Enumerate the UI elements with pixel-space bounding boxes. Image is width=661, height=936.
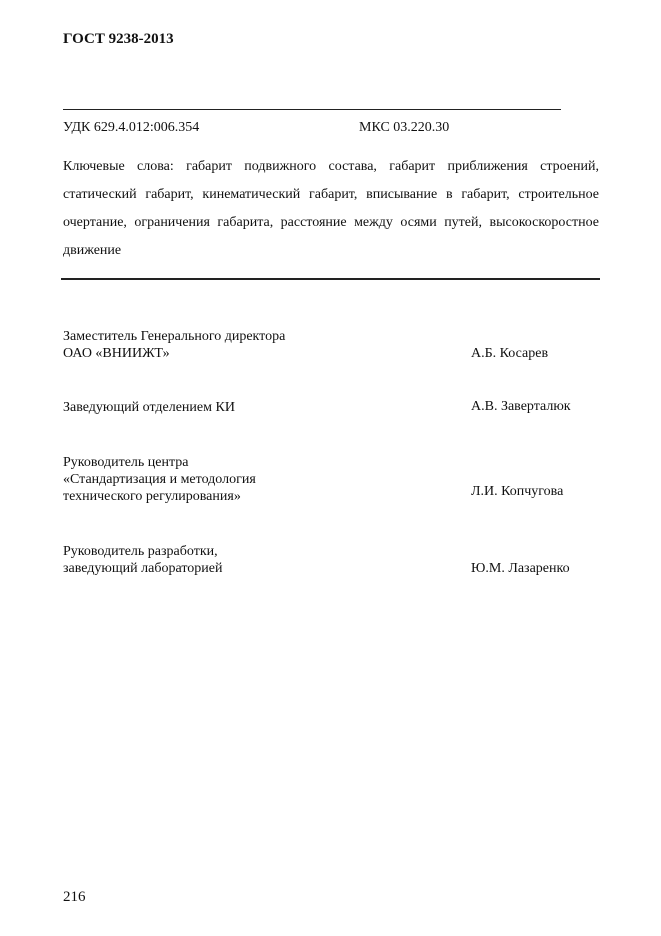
document-code-header: ГОСТ 9238-2013 bbox=[63, 31, 174, 47]
signature-role-line: технического регулирования» bbox=[63, 489, 241, 504]
signature-name-4: Ю.М. Лазаренко bbox=[471, 561, 570, 576]
page-number: 216 bbox=[63, 889, 86, 905]
signature-role-line: ОАО «ВНИИЖТ» bbox=[63, 346, 170, 361]
signature-name-3: Л.И. Копчугова bbox=[471, 484, 564, 499]
top-divider bbox=[63, 109, 561, 110]
signature-role-line: заведующий лабораторией bbox=[63, 561, 223, 576]
signature-role-line: Руководитель разработки, bbox=[63, 544, 218, 559]
bottom-divider bbox=[61, 278, 600, 280]
mks-code: МКС 03.220.30 bbox=[359, 120, 450, 135]
signature-name-1: А.Б. Косарев bbox=[471, 346, 549, 361]
udk-code: УДК 629.4.012:006.354 bbox=[63, 120, 200, 135]
signature-name-2: А.В. Заверталюк bbox=[471, 399, 571, 414]
signature-role-line: Заместитель Генерального директора bbox=[63, 329, 286, 344]
signature-role-line: Руководитель центра bbox=[63, 455, 189, 470]
signature-role-line: Заведующий отделением КИ bbox=[63, 400, 235, 415]
signature-role-4 bbox=[63, 543, 222, 577]
keywords-paragraph: Ключевые слова: габарит подвижного состава, габарит приближения строений, статический габарит, кинематический габарит, вписывание в габарит, строительное очертание, ограничения габарита, расстояние между осями путей, высокоскоростное движение bbox=[63, 159, 599, 258]
signature-role-1 bbox=[63, 328, 285, 362]
signature-role-3 bbox=[63, 454, 256, 505]
signature-role-2 bbox=[63, 399, 235, 416]
signature-role-line: «Стандартизация и методология bbox=[63, 472, 256, 487]
